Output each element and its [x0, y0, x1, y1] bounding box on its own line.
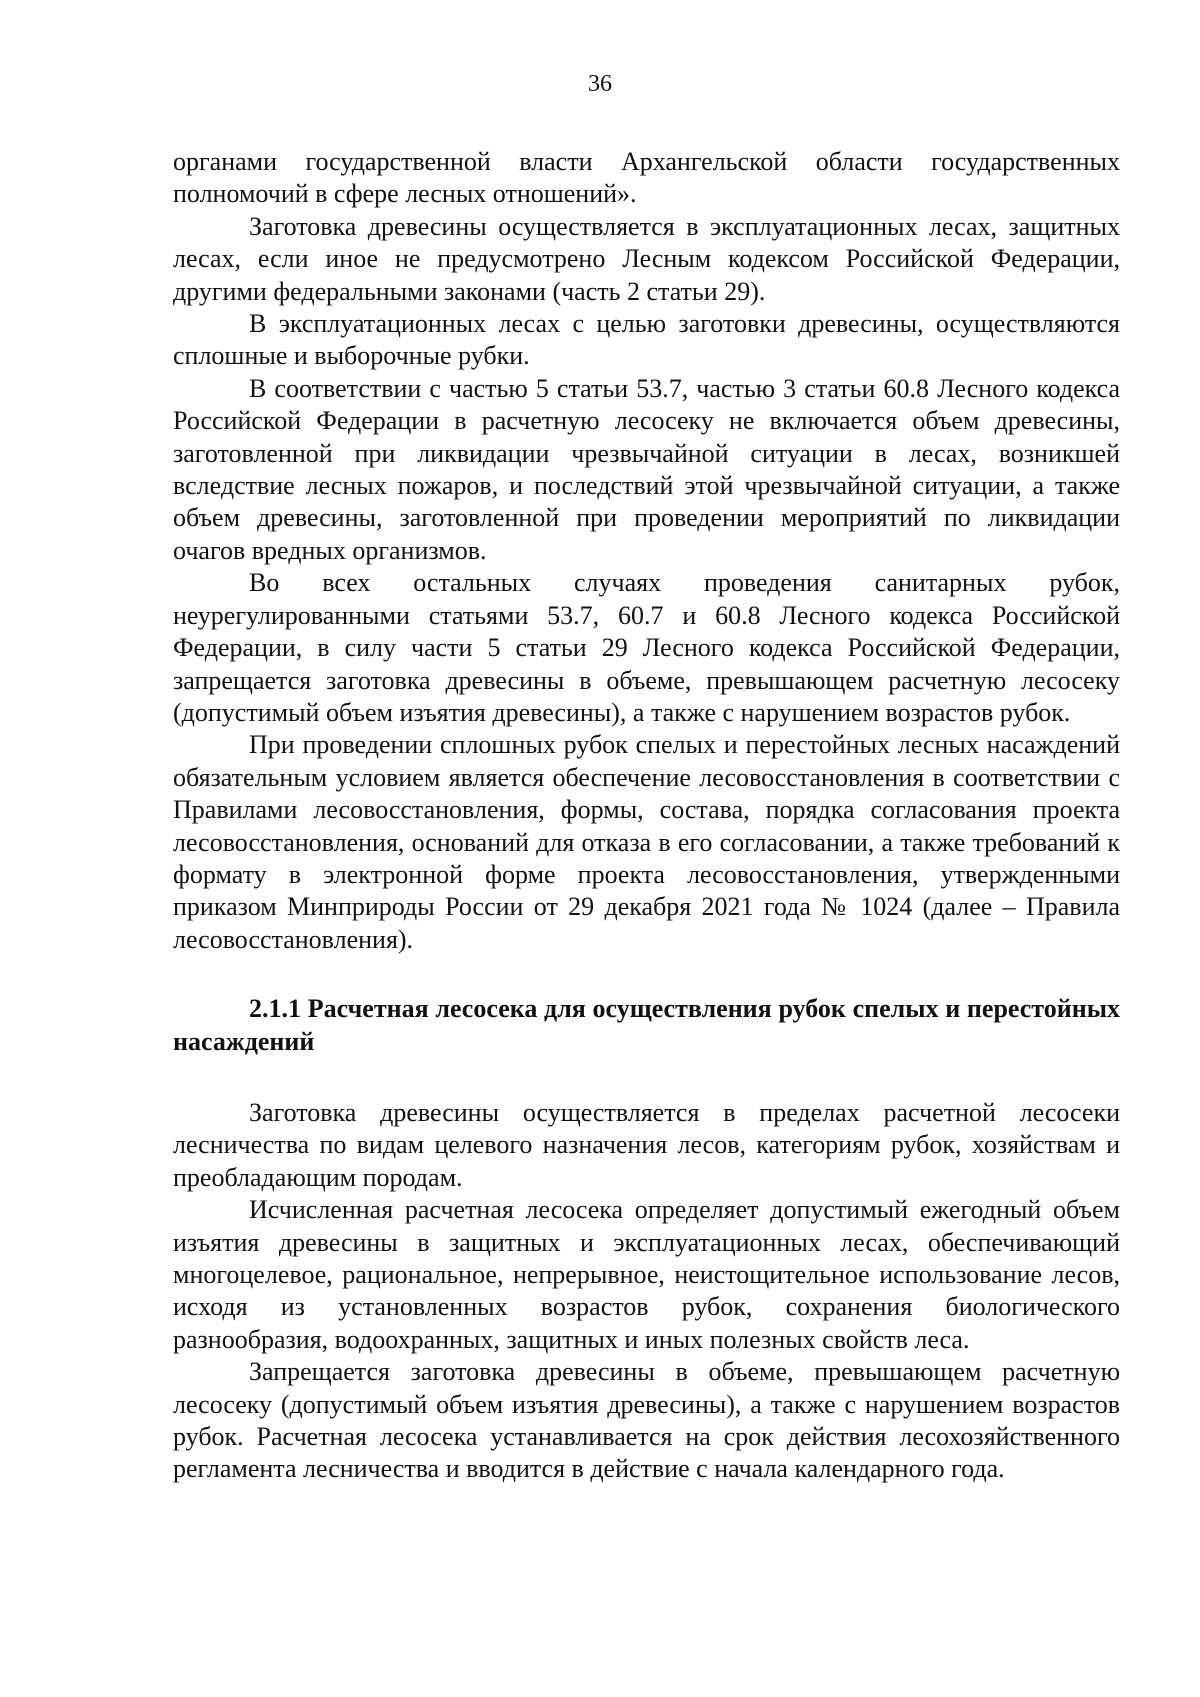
paragraph: Заготовка древесины осуществляется в эксплуатационных лесах, защитных лесах, если иное не предусмотрено Лесным кодексом Российской Федерации, другими федеральными законами (часть 2 статьи 29).: [173, 211, 1120, 306]
document-body: [173, 146, 1120, 1486]
paragraph: Заготовка древесины осуществляется в пределах расчетной лесосеки лесничества по видам целевого назначения лесов, категориям рубок, хозяйствам и преобладающим породам.: [173, 1097, 1120, 1192]
section-heading: 2.1.1 Расчетная лесосека для осуществления рубок спелых и перестойных насаждений: [173, 994, 1120, 1056]
paragraph: В эксплуатационных лесах с целью заготовки древесины, осуществляются сплошные и выборочные рубки.: [173, 309, 1120, 371]
paragraph: Исчисленная расчетная лесосека определяет допустимый ежегодный объем изъятия древесины в защитных и эксплуатационных лесах, обеспечивающий многоцелевое, рациональное, непрерывное, неистощительное использование лесов, исходя из установленных возрастов рубок, сохранения биологического разнообразия, водоохранных, защитных и иных полезных свойств леса.: [173, 1195, 1120, 1354]
page-number: 36: [588, 71, 612, 97]
paragraph: В соответствии с частью 5 статьи 53.7, частью 3 статьи 60.8 Лесного кодекса Российской Федерации в расчетную лесосеку не включается объем древесины, заготовленной при ликвидации чрезвычайной ситуации в лесах, возникшей вследствие лесных пожаров, и последствий этой чрезвычайной ситуации, а также объем древесины, заготовленной при проведении мероприятий по ликвидации очагов вредных организмов.: [173, 373, 1120, 565]
paragraph: Во всех остальных случаях проведения санитарных рубок, неурегулированными статьями 53.7, 60.7 и 60.8 Лесного кодекса Российской Федерации, в силу части 5 статьи 29 Лесного кодекса Российской Федерации, запрещается заготовка древесины в объеме, превышающем расчетную лесосеку (допустимый объем изъятия древесины), а также с нарушением возрастов рубок.: [173, 568, 1120, 727]
paragraph: При проведении сплошных рубок спелых и перестойных лесных насаждений обязательным условием является обеспечение лесовосстановления в соответствии с Правилами лесовосстановления, формы, состава, порядка согласования проекта лесовосстановления, оснований для отказа в его согласовании, а также требований к формату в электронной форме проекта лесовосстановления, утвержденными приказом Минприроды России от 29 декабря 2021 года № 1024 (далее – Правила лесовосстановления).: [173, 730, 1120, 954]
paragraph-continuation: органами государственной власти Архангельской области государственных полномочий в сфере лесных отношений».: [173, 147, 1120, 209]
paragraph: Запрещается заготовка древесины в объеме, превышающем расчетную лесосеку (допустимый объем изъятия древесины), а также с нарушением возрастов рубок. Расчетная лесосека устанавливается на срок действия лесохозяйственного регламента лесничества и вводится в действие с начала календарного года.: [173, 1357, 1120, 1484]
